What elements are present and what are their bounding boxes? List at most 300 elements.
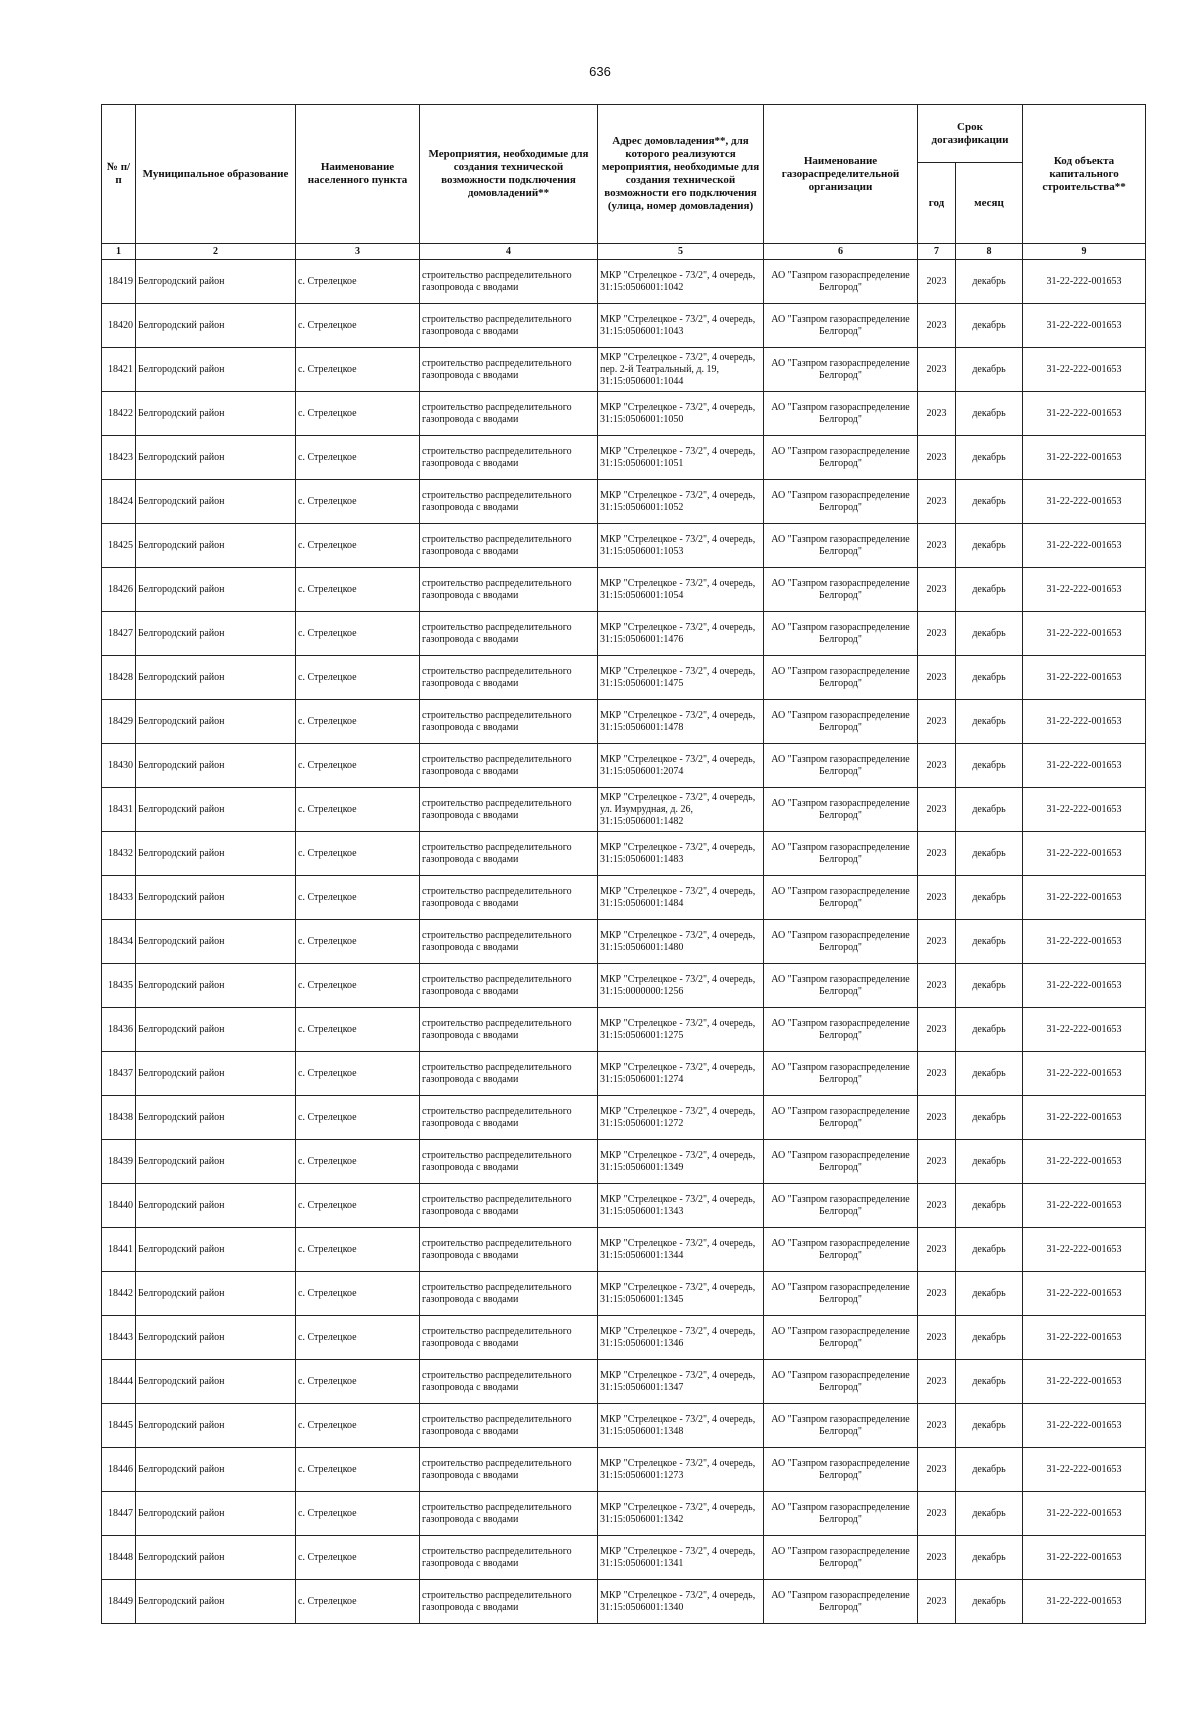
org-cell: АО "Газпром газораспределение Белгород" (764, 788, 918, 832)
row-number: 18425 (102, 524, 136, 568)
code-cell: 31-22-222-001653 (1023, 744, 1146, 788)
row-number: 18443 (102, 1316, 136, 1360)
address-cell: МКР "Стрелецкое - 73/2", 4 очередь, 31:15:0506001:1341 (598, 1536, 764, 1580)
code-cell: 31-22-222-001653 (1023, 1492, 1146, 1536)
code-cell: 31-22-222-001653 (1023, 788, 1146, 832)
table-row (102, 1272, 1146, 1316)
measures-cell: строительство распределительного газопровода с вводами (420, 392, 598, 436)
municipality-cell: Белгородский район (136, 1096, 296, 1140)
code-cell: 31-22-222-001653 (1023, 1096, 1146, 1140)
header-num: № п/п (102, 105, 136, 244)
address-cell: МКР "Стрелецкое - 73/2", 4 очередь, 31:15:0506001:1344 (598, 1228, 764, 1272)
settlement-cell: с. Стрелецкое (296, 1184, 420, 1228)
row-number: 18442 (102, 1272, 136, 1316)
year-cell: 2023 (918, 480, 956, 524)
settlement-cell: с. Стрелецкое (296, 1536, 420, 1580)
municipality-cell: Белгородский район (136, 1580, 296, 1624)
table-row (102, 788, 1146, 832)
address-cell: МКР "Стрелецкое - 73/2", 4 очередь, 31:15:0506001:1050 (598, 392, 764, 436)
settlement-cell: с. Стрелецкое (296, 1272, 420, 1316)
org-cell: АО "Газпром газораспределение Белгород" (764, 348, 918, 392)
row-number: 18436 (102, 1008, 136, 1052)
settlement-cell: с. Стрелецкое (296, 964, 420, 1008)
settlement-cell: с. Стрелецкое (296, 744, 420, 788)
municipality-cell: Белгородский район (136, 920, 296, 964)
code-cell: 31-22-222-001653 (1023, 1360, 1146, 1404)
year-cell: 2023 (918, 1184, 956, 1228)
row-number: 18433 (102, 876, 136, 920)
table-row (102, 524, 1146, 568)
column-number: 8 (956, 244, 1023, 260)
month-cell: декабрь (956, 832, 1023, 876)
year-cell: 2023 (918, 788, 956, 832)
org-cell: АО "Газпром газораспределение Белгород" (764, 1536, 918, 1580)
measures-cell: строительство распределительного газопровода с вводами (420, 612, 598, 656)
year-cell: 2023 (918, 260, 956, 304)
code-cell: 31-22-222-001653 (1023, 920, 1146, 964)
address-cell: МКР "Стрелецкое - 73/2", 4 очередь, 31:15:0000000:1256 (598, 964, 764, 1008)
table-row (102, 612, 1146, 656)
code-cell: 31-22-222-001653 (1023, 260, 1146, 304)
settlement-cell: с. Стрелецкое (296, 876, 420, 920)
month-cell: декабрь (956, 392, 1023, 436)
year-cell: 2023 (918, 1492, 956, 1536)
row-number: 18430 (102, 744, 136, 788)
column-number: 2 (136, 244, 296, 260)
measures-cell: строительство распределительного газопровода с вводами (420, 1404, 598, 1448)
measures-cell: строительство распределительного газопровода с вводами (420, 1316, 598, 1360)
table-row (102, 1492, 1146, 1536)
header-municipality: Муниципальное образование (136, 105, 296, 244)
row-number: 18422 (102, 392, 136, 436)
address-cell: МКР "Стрелецкое - 73/2", 4 очередь, 31:15:0506001:1346 (598, 1316, 764, 1360)
measures-cell: строительство распределительного газопровода с вводами (420, 304, 598, 348)
address-cell: МКР "Стрелецкое - 73/2", 4 очередь, 31:15:0506001:1345 (598, 1272, 764, 1316)
month-cell: декабрь (956, 1008, 1023, 1052)
org-cell: АО "Газпром газораспределение Белгород" (764, 304, 918, 348)
municipality-cell: Белгородский район (136, 436, 296, 480)
municipality-cell: Белгородский район (136, 348, 296, 392)
header-org: Наименование газораспределительной организации (764, 105, 918, 244)
table-row (102, 832, 1146, 876)
code-cell: 31-22-222-001653 (1023, 1272, 1146, 1316)
row-number: 18444 (102, 1360, 136, 1404)
org-cell: АО "Газпром газораспределение Белгород" (764, 1228, 918, 1272)
code-cell: 31-22-222-001653 (1023, 1448, 1146, 1492)
column-number: 3 (296, 244, 420, 260)
address-cell: МКР "Стрелецкое - 73/2", 4 очередь, 31:15:0506001:2074 (598, 744, 764, 788)
month-cell: декабрь (956, 788, 1023, 832)
settlement-cell: с. Стрелецкое (296, 392, 420, 436)
table-row (102, 348, 1146, 392)
measures-cell: строительство распределительного газопровода с вводами (420, 788, 598, 832)
address-cell: МКР "Стрелецкое - 73/2", 4 очередь, 31:15:0506001:1053 (598, 524, 764, 568)
measures-cell: строительство распределительного газопровода с вводами (420, 700, 598, 744)
year-cell: 2023 (918, 612, 956, 656)
settlement-cell: с. Стрелецкое (296, 1096, 420, 1140)
settlement-cell: с. Стрелецкое (296, 1360, 420, 1404)
org-cell: АО "Газпром газораспределение Белгород" (764, 700, 918, 744)
table-row (102, 876, 1146, 920)
year-cell: 2023 (918, 1360, 956, 1404)
month-cell: декабрь (956, 1404, 1023, 1448)
settlement-cell: с. Стрелецкое (296, 436, 420, 480)
org-cell: АО "Газпром газораспределение Белгород" (764, 876, 918, 920)
month-cell: декабрь (956, 1580, 1023, 1624)
year-cell: 2023 (918, 920, 956, 964)
table-row (102, 304, 1146, 348)
org-cell: АО "Газпром газораспределение Белгород" (764, 1140, 918, 1184)
header-term: Срок догазификации (918, 105, 1023, 163)
address-cell: МКР "Стрелецкое - 73/2", 4 очередь, 31:15:0506001:1476 (598, 612, 764, 656)
year-cell: 2023 (918, 1008, 956, 1052)
month-cell: декабрь (956, 304, 1023, 348)
address-cell: МКР "Стрелецкое - 73/2", 4 очередь, 31:15:0506001:1273 (598, 1448, 764, 1492)
municipality-cell: Белгородский район (136, 744, 296, 788)
measures-cell: строительство распределительного газопровода с вводами (420, 656, 598, 700)
address-cell: МКР "Стрелецкое - 73/2", 4 очередь, 31:15:0506001:1042 (598, 260, 764, 304)
header-measures: Мероприятия, необходимые для создания технической возможности подключения домовладений** (420, 105, 598, 244)
row-number: 18448 (102, 1536, 136, 1580)
address-cell: МКР "Стрелецкое - 73/2", 4 очередь, 31:15:0506001:1054 (598, 568, 764, 612)
year-cell: 2023 (918, 1272, 956, 1316)
year-cell: 2023 (918, 436, 956, 480)
table-row (102, 260, 1146, 304)
org-cell: АО "Газпром газораспределение Белгород" (764, 1580, 918, 1624)
code-cell: 31-22-222-001653 (1023, 1052, 1146, 1096)
municipality-cell: Белгородский район (136, 788, 296, 832)
gasification-table (101, 104, 1146, 1624)
code-cell: 31-22-222-001653 (1023, 1008, 1146, 1052)
measures-cell: строительство распределительного газопровода с вводами (420, 1008, 598, 1052)
year-cell: 2023 (918, 1536, 956, 1580)
municipality-cell: Белгородский район (136, 964, 296, 1008)
page-number: 636 (589, 64, 611, 79)
address-cell: МКР "Стрелецкое - 73/2", 4 очередь, 31:15:0506001:1343 (598, 1184, 764, 1228)
table-row (102, 920, 1146, 964)
address-cell: МКР "Стрелецкое - 73/2", 4 очередь, пер. 2-й Театральный, д. 19, 31:15:0506001:1044 (598, 348, 764, 392)
table-row (102, 700, 1146, 744)
org-cell: АО "Газпром газораспределение Белгород" (764, 436, 918, 480)
year-cell: 2023 (918, 1580, 956, 1624)
settlement-cell: с. Стрелецкое (296, 700, 420, 744)
settlement-cell: с. Стрелецкое (296, 1228, 420, 1272)
table-row (102, 1448, 1146, 1492)
municipality-cell: Белгородский район (136, 656, 296, 700)
code-cell: 31-22-222-001653 (1023, 700, 1146, 744)
municipality-cell: Белгородский район (136, 700, 296, 744)
code-cell: 31-22-222-001653 (1023, 832, 1146, 876)
code-cell: 31-22-222-001653 (1023, 656, 1146, 700)
org-cell: АО "Газпром газораспределение Белгород" (764, 524, 918, 568)
month-cell: декабрь (956, 876, 1023, 920)
settlement-cell: с. Стрелецкое (296, 1492, 420, 1536)
year-cell: 2023 (918, 1052, 956, 1096)
municipality-cell: Белгородский район (136, 1184, 296, 1228)
settlement-cell: с. Стрелецкое (296, 568, 420, 612)
measures-cell: строительство распределительного газопровода с вводами (420, 436, 598, 480)
year-cell: 2023 (918, 832, 956, 876)
settlement-cell: с. Стрелецкое (296, 1580, 420, 1624)
row-number: 18447 (102, 1492, 136, 1536)
year-cell: 2023 (918, 1140, 956, 1184)
header-row-top (102, 105, 1146, 163)
month-cell: декабрь (956, 260, 1023, 304)
table-row (102, 1140, 1146, 1184)
month-cell: декабрь (956, 1228, 1023, 1272)
table-row (102, 1580, 1146, 1624)
month-cell: декабрь (956, 480, 1023, 524)
table-row (102, 1316, 1146, 1360)
year-cell: 2023 (918, 348, 956, 392)
address-cell: МКР "Стрелецкое - 73/2", 4 очередь, 31:15:0506001:1347 (598, 1360, 764, 1404)
row-number: 18446 (102, 1448, 136, 1492)
municipality-cell: Белгородский район (136, 304, 296, 348)
year-cell: 2023 (918, 524, 956, 568)
year-cell: 2023 (918, 304, 956, 348)
header-month: месяц (956, 163, 1023, 244)
settlement-cell: с. Стрелецкое (296, 832, 420, 876)
year-cell: 2023 (918, 1448, 956, 1492)
month-cell: декабрь (956, 700, 1023, 744)
row-number: 18420 (102, 304, 136, 348)
measures-cell: строительство распределительного газопровода с вводами (420, 568, 598, 612)
row-number: 18439 (102, 1140, 136, 1184)
header-year: год (918, 163, 956, 244)
code-cell: 31-22-222-001653 (1023, 876, 1146, 920)
year-cell: 2023 (918, 744, 956, 788)
measures-cell: строительство распределительного газопровода с вводами (420, 1492, 598, 1536)
table-row (102, 1360, 1146, 1404)
year-cell: 2023 (918, 876, 956, 920)
table-body (102, 260, 1146, 1624)
table-row (102, 1536, 1146, 1580)
code-cell: 31-22-222-001653 (1023, 304, 1146, 348)
code-cell: 31-22-222-001653 (1023, 348, 1146, 392)
code-cell: 31-22-222-001653 (1023, 1316, 1146, 1360)
measures-cell: строительство распределительного газопровода с вводами (420, 1228, 598, 1272)
address-cell: МКР "Стрелецкое - 73/2", 4 очередь, 31:15:0506001:1274 (598, 1052, 764, 1096)
settlement-cell: с. Стрелецкое (296, 1052, 420, 1096)
code-cell: 31-22-222-001653 (1023, 1404, 1146, 1448)
month-cell: декабрь (956, 656, 1023, 700)
row-number: 18438 (102, 1096, 136, 1140)
code-cell: 31-22-222-001653 (1023, 568, 1146, 612)
month-cell: декабрь (956, 1316, 1023, 1360)
measures-cell: строительство распределительного газопровода с вводами (420, 1140, 598, 1184)
header-address: Адрес домовладения**, для которого реализуются мероприятия, необходимые для создания технической возможности его подключения (улица, номер домовладения) (598, 105, 764, 244)
table-row (102, 392, 1146, 436)
row-number: 18423 (102, 436, 136, 480)
year-cell: 2023 (918, 656, 956, 700)
table-row (102, 436, 1146, 480)
year-cell: 2023 (918, 568, 956, 612)
row-number: 18440 (102, 1184, 136, 1228)
table-row (102, 1184, 1146, 1228)
org-cell: АО "Газпром газораспределение Белгород" (764, 260, 918, 304)
settlement-cell: с. Стрелецкое (296, 788, 420, 832)
measures-cell: строительство распределительного газопровода с вводами (420, 1448, 598, 1492)
settlement-cell: с. Стрелецкое (296, 920, 420, 964)
code-cell: 31-22-222-001653 (1023, 1536, 1146, 1580)
year-cell: 2023 (918, 1096, 956, 1140)
org-cell: АО "Газпром газораспределение Белгород" (764, 1316, 918, 1360)
header-code: Код объекта капитального строительства** (1023, 105, 1146, 244)
address-cell: МКР "Стрелецкое - 73/2", 4 очередь, 31:15:0506001:1043 (598, 304, 764, 348)
table-row (102, 568, 1146, 612)
municipality-cell: Белгородский район (136, 524, 296, 568)
org-cell: АО "Газпром газораспределение Белгород" (764, 1184, 918, 1228)
measures-cell: строительство распределительного газопровода с вводами (420, 832, 598, 876)
column-number: 5 (598, 244, 764, 260)
address-cell: МКР "Стрелецкое - 73/2", 4 очередь, 31:15:0506001:1275 (598, 1008, 764, 1052)
month-cell: декабрь (956, 1360, 1023, 1404)
row-number: 18441 (102, 1228, 136, 1272)
address-cell: МКР "Стрелецкое - 73/2", 4 очередь, 31:15:0506001:1475 (598, 656, 764, 700)
month-cell: декабрь (956, 524, 1023, 568)
code-cell: 31-22-222-001653 (1023, 1228, 1146, 1272)
settlement-cell: с. Стрелецкое (296, 524, 420, 568)
month-cell: декабрь (956, 1052, 1023, 1096)
row-number: 18429 (102, 700, 136, 744)
municipality-cell: Белгородский район (136, 1140, 296, 1184)
row-number: 18431 (102, 788, 136, 832)
address-cell: МКР "Стрелецкое - 73/2", 4 очередь, 31:15:0506001:1052 (598, 480, 764, 524)
row-number: 18449 (102, 1580, 136, 1624)
address-cell: МКР "Стрелецкое - 73/2", 4 очередь, 31:15:0506001:1480 (598, 920, 764, 964)
org-cell: АО "Газпром газораспределение Белгород" (764, 1360, 918, 1404)
month-cell: декабрь (956, 1272, 1023, 1316)
row-number: 18428 (102, 656, 136, 700)
code-cell: 31-22-222-001653 (1023, 436, 1146, 480)
month-cell: декабрь (956, 612, 1023, 656)
measures-cell: строительство распределительного газопровода с вводами (420, 1184, 598, 1228)
row-number: 18419 (102, 260, 136, 304)
measures-cell: строительство распределительного газопровода с вводами (420, 920, 598, 964)
header-settlement: Наименование населенного пункта (296, 105, 420, 244)
org-cell: АО "Газпром газораспределение Белгород" (764, 832, 918, 876)
municipality-cell: Белгородский район (136, 480, 296, 524)
column-number-row (102, 244, 1146, 260)
year-cell: 2023 (918, 1228, 956, 1272)
municipality-cell: Белгородский район (136, 1316, 296, 1360)
row-number: 18427 (102, 612, 136, 656)
measures-cell: строительство распределительного газопровода с вводами (420, 1052, 598, 1096)
table-row (102, 964, 1146, 1008)
table-row (102, 480, 1146, 524)
measures-cell: строительство распределительного газопровода с вводами (420, 1272, 598, 1316)
address-cell: МКР "Стрелецкое - 73/2", 4 очередь, 31:15:0506001:1478 (598, 700, 764, 744)
municipality-cell: Белгородский район (136, 1272, 296, 1316)
settlement-cell: с. Стрелецкое (296, 1316, 420, 1360)
org-cell: АО "Газпром газораспределение Белгород" (764, 1448, 918, 1492)
municipality-cell: Белгородский район (136, 568, 296, 612)
row-number: 18424 (102, 480, 136, 524)
org-cell: АО "Газпром газораспределение Белгород" (764, 612, 918, 656)
settlement-cell: с. Стрелецкое (296, 480, 420, 524)
org-cell: АО "Газпром газораспределение Белгород" (764, 964, 918, 1008)
measures-cell: строительство распределительного газопровода с вводами (420, 964, 598, 1008)
row-number: 18434 (102, 920, 136, 964)
measures-cell: строительство распределительного газопровода с вводами (420, 1360, 598, 1404)
column-number: 6 (764, 244, 918, 260)
year-cell: 2023 (918, 392, 956, 436)
org-cell: АО "Газпром газораспределение Белгород" (764, 480, 918, 524)
measures-cell: строительство распределительного газопровода с вводами (420, 524, 598, 568)
measures-cell: строительство распределительного газопровода с вводами (420, 348, 598, 392)
row-number: 18445 (102, 1404, 136, 1448)
month-cell: декабрь (956, 964, 1023, 1008)
org-cell: АО "Газпром газораспределение Белгород" (764, 1096, 918, 1140)
row-number: 18426 (102, 568, 136, 612)
settlement-cell: с. Стрелецкое (296, 260, 420, 304)
address-cell: МКР "Стрелецкое - 73/2", 4 очередь, 31:15:0506001:1484 (598, 876, 764, 920)
settlement-cell: с. Стрелецкое (296, 348, 420, 392)
municipality-cell: Белгородский район (136, 392, 296, 436)
address-cell: МКР "Стрелецкое - 73/2", 4 очередь, 31:15:0506001:1272 (598, 1096, 764, 1140)
table-row (102, 744, 1146, 788)
measures-cell: строительство распределительного газопровода с вводами (420, 744, 598, 788)
settlement-cell: с. Стрелецкое (296, 1008, 420, 1052)
column-number: 7 (918, 244, 956, 260)
year-cell: 2023 (918, 1404, 956, 1448)
month-cell: декабрь (956, 348, 1023, 392)
org-cell: АО "Газпром газораспределение Белгород" (764, 656, 918, 700)
address-cell: МКР "Стрелецкое - 73/2", 4 очередь, 31:15:0506001:1483 (598, 832, 764, 876)
table-row (102, 1228, 1146, 1272)
municipality-cell: Белгородский район (136, 1228, 296, 1272)
address-cell: МКР "Стрелецкое - 73/2", 4 очередь, ул. Изумрудная, д. 26, 31:15:0506001:1482 (598, 788, 764, 832)
municipality-cell: Белгородский район (136, 1052, 296, 1096)
municipality-cell: Белгородский район (136, 260, 296, 304)
month-cell: декабрь (956, 1140, 1023, 1184)
code-cell: 31-22-222-001653 (1023, 1580, 1146, 1624)
row-number: 18421 (102, 348, 136, 392)
measures-cell: строительство распределительного газопровода с вводами (420, 480, 598, 524)
org-cell: АО "Газпром газораспределение Белгород" (764, 1272, 918, 1316)
month-cell: декабрь (956, 436, 1023, 480)
org-cell: АО "Газпром газораспределение Белгород" (764, 1492, 918, 1536)
table-row (102, 656, 1146, 700)
month-cell: декабрь (956, 1096, 1023, 1140)
municipality-cell: Белгородский район (136, 1536, 296, 1580)
org-cell: АО "Газпром газораспределение Белгород" (764, 744, 918, 788)
municipality-cell: Белгородский район (136, 1008, 296, 1052)
settlement-cell: с. Стрелецкое (296, 1448, 420, 1492)
settlement-cell: с. Стрелецкое (296, 612, 420, 656)
measures-cell: строительство распределительного газопровода с вводами (420, 876, 598, 920)
settlement-cell: с. Стрелецкое (296, 304, 420, 348)
year-cell: 2023 (918, 700, 956, 744)
table-row (102, 1052, 1146, 1096)
address-cell: МКР "Стрелецкое - 73/2", 4 очередь, 31:15:0506001:1349 (598, 1140, 764, 1184)
code-cell: 31-22-222-001653 (1023, 1140, 1146, 1184)
month-cell: декабрь (956, 744, 1023, 788)
table-row (102, 1008, 1146, 1052)
measures-cell: строительство распределительного газопровода с вводами (420, 260, 598, 304)
code-cell: 31-22-222-001653 (1023, 964, 1146, 1008)
table-row (102, 1096, 1146, 1140)
month-cell: декабрь (956, 568, 1023, 612)
address-cell: МКР "Стрелецкое - 73/2", 4 очередь, 31:15:0506001:1051 (598, 436, 764, 480)
year-cell: 2023 (918, 1316, 956, 1360)
address-cell: МКР "Стрелецкое - 73/2", 4 очередь, 31:15:0506001:1340 (598, 1580, 764, 1624)
measures-cell: строительство распределительного газопровода с вводами (420, 1580, 598, 1624)
month-cell: декабрь (956, 1184, 1023, 1228)
row-number: 18435 (102, 964, 136, 1008)
month-cell: декабрь (956, 1448, 1023, 1492)
code-cell: 31-22-222-001653 (1023, 524, 1146, 568)
